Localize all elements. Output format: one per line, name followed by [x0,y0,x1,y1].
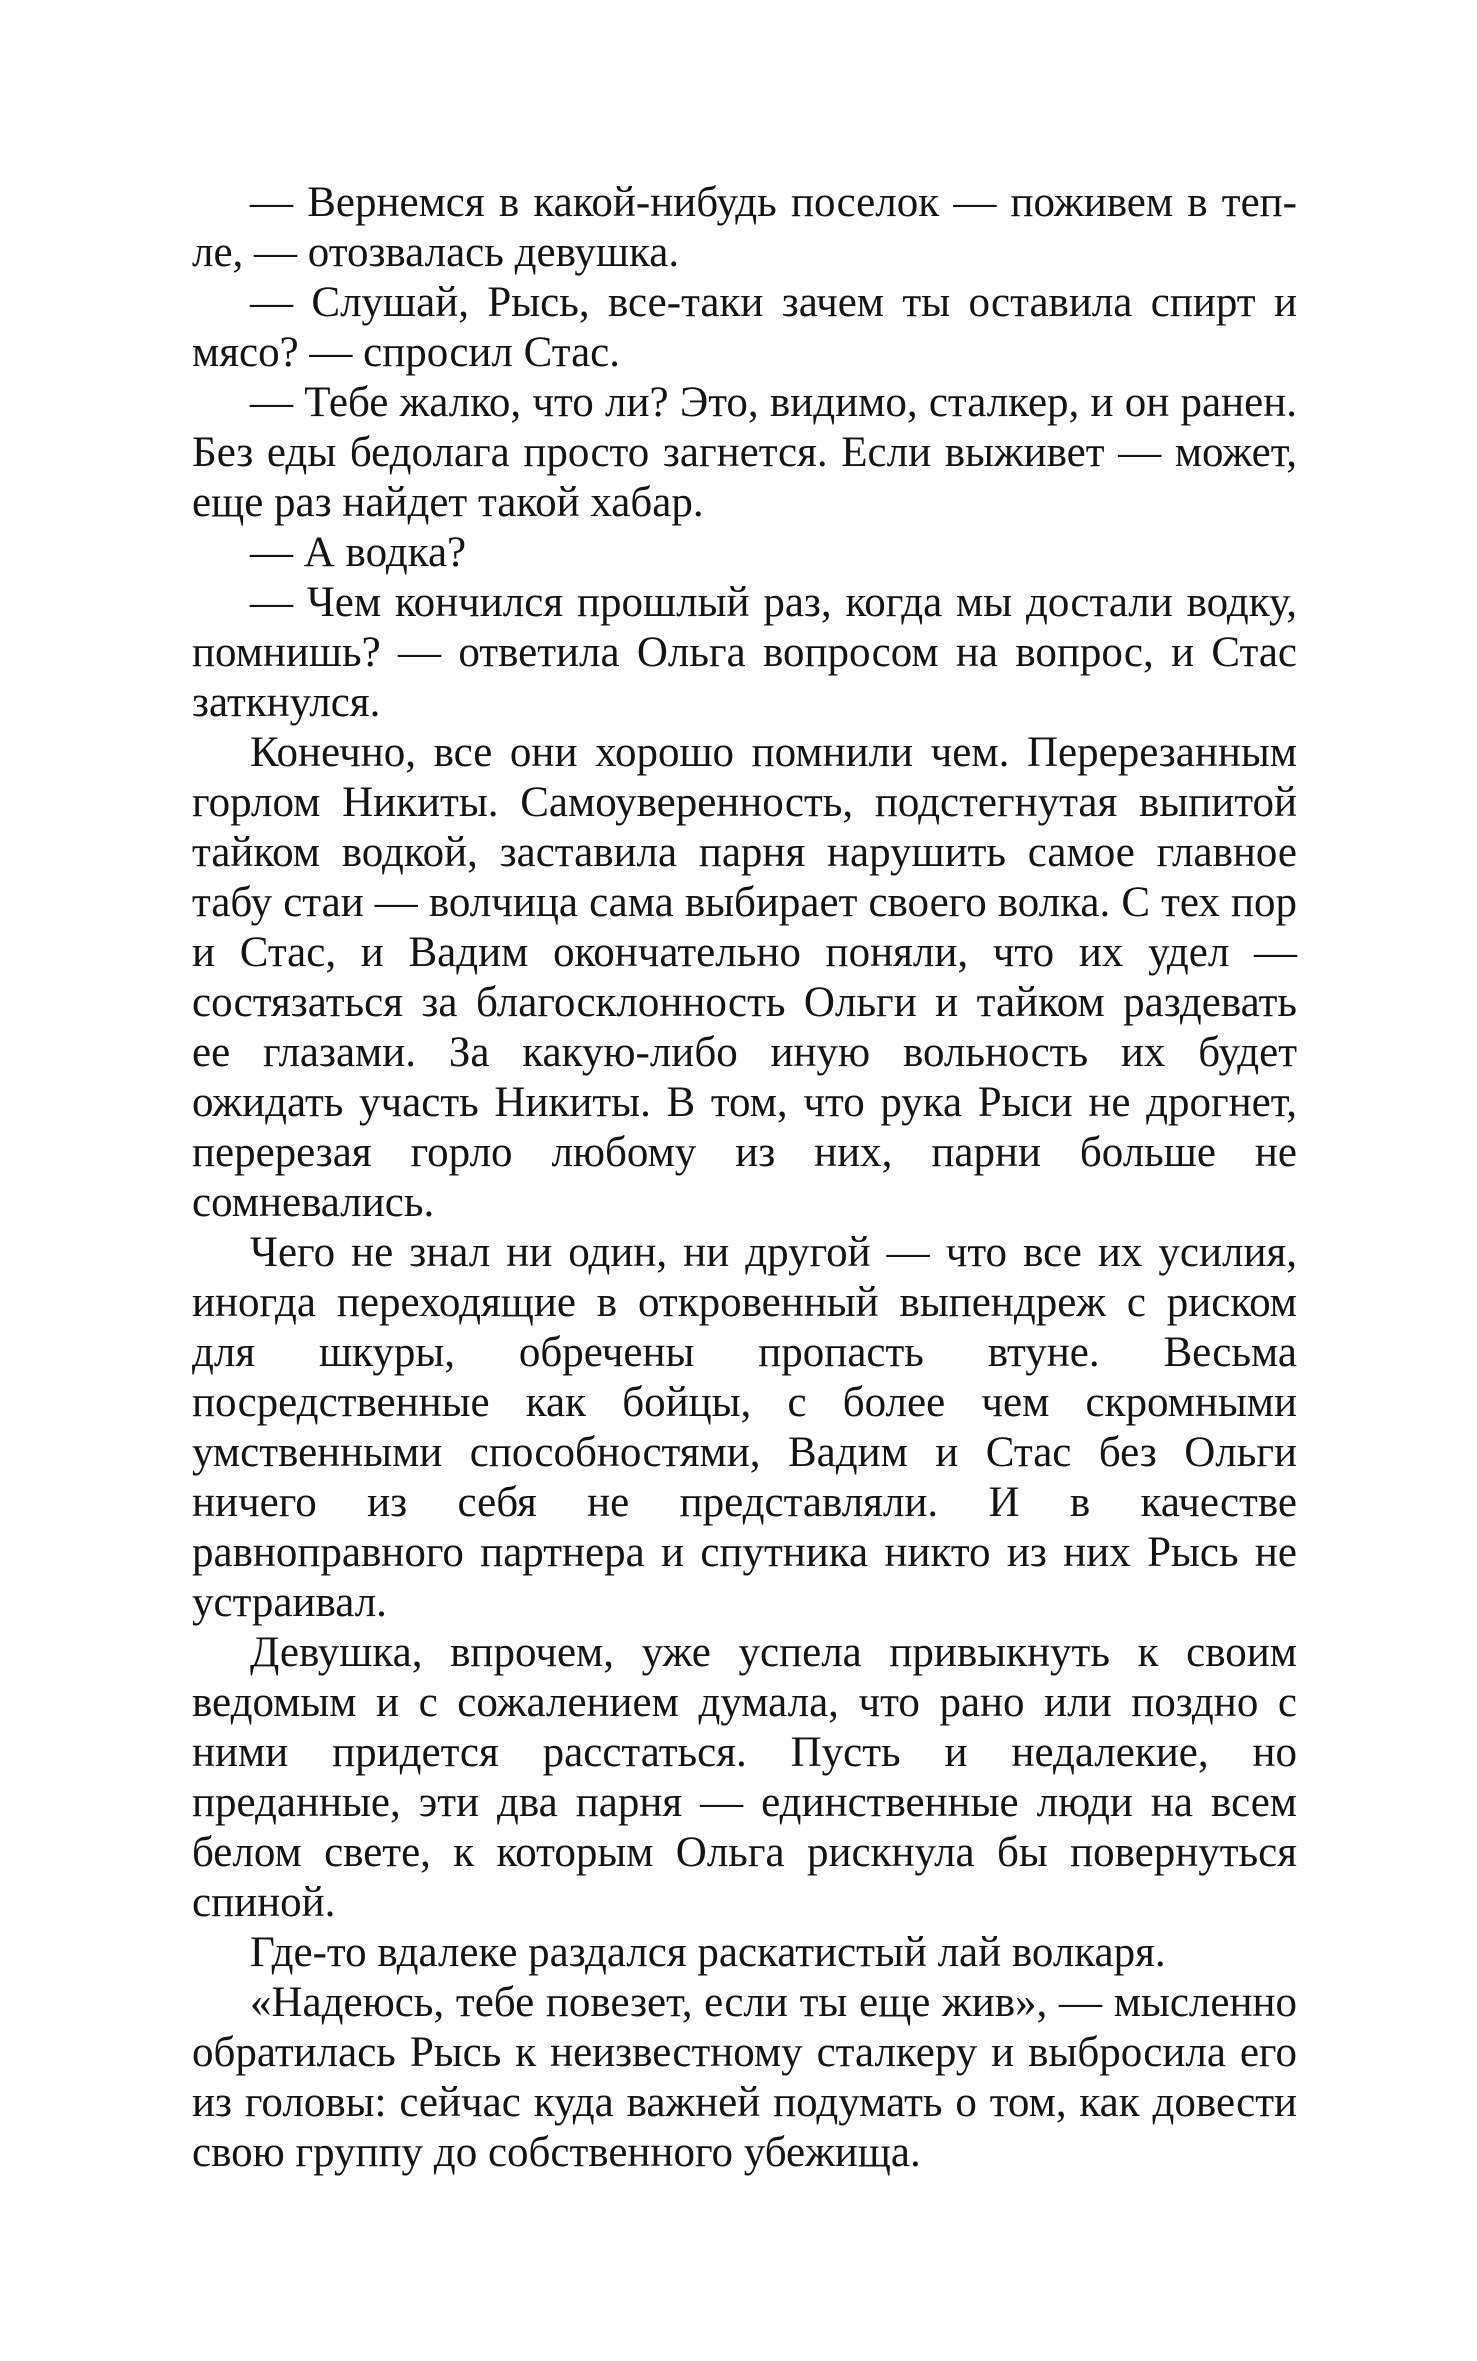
paragraph-6: Конечно, все они хорошо помнили чем. Перерезанным горлом Никиты. Самоуверенность, подстегнутая выпитой тайком водкой, заставила парня нарушить самое главное табу стаи — волчица сама выбирает своего волка. С тех пор и Стас, и Вадим окончательно поняли, что их удел — состязаться за благосклонность Ольги и тайком раздевать ее глазами. За какую-либо иную вольность их будет ожидать участь Никиты. В том, что рука Рыси не дрогнет, перерезая горло любому из них, парни больше не сомневались. [192,729,1297,1226]
text-body [192,178,1297,2178]
paragraph-5: — Чем кончился прошлый раз, когда мы достали водку, помнишь? — ответила Ольга вопросом на вопрос, и Стас заткнулся. [192,579,1297,726]
paragraph-3: — Тебе жалко, что ли? Это, видимо, сталкер, и он ранен. Без еды бедолага просто загнется. Если выживет — может, еще раз найдет такой хабар. [192,379,1297,526]
paragraph-4: — А водка? [250,529,467,576]
paragraph-8: Девушка, впрочем, уже успела привыкнуть к своим ведомым и с сожалением думала, что рано или поздно с ними придется расстаться. Пусть и недалекие, но преданные, эти два парня — единственные люди на всем белом свете, к которым Ольга рискнула бы повернуться спиной. [192,1629,1297,1926]
paragraph-2: — Слушай, Рысь, все-таки зачем ты оставила спирт и мясо? — спросил Стас. [192,279,1297,376]
paragraph-1: — Вернемся в какой-нибудь поселок — поживем в тепле, — отозвалась девушка. [192,179,1297,276]
paragraph-7: Чего не знал ни один, ни другой — что все их усилия, иногда переходящие в откровенный выпендреж с риском для шкуры, обречены пропасть втуне. Весьма посредственные как бойцы, с более чем скромными умственными способностями, Вадим и Стас без Ольги ничего из себя не представляли. И в качестве равноправного партнера и спутника никто из них Рысь не устраивал. [192,1229,1297,1626]
paragraph-9: Где-то вдалеке раздался раскатистый лай волкаря. [250,1929,1166,1976]
paragraph-10: «Надеюсь, тебе повезет, если ты еще жив», — мысленно обратилась Рысь к неизвестному сталкеру и выбросила его из головы: сейчас куда важней подумать о том, как довести свою группу до собственного убежища. [192,1979,1297,2176]
